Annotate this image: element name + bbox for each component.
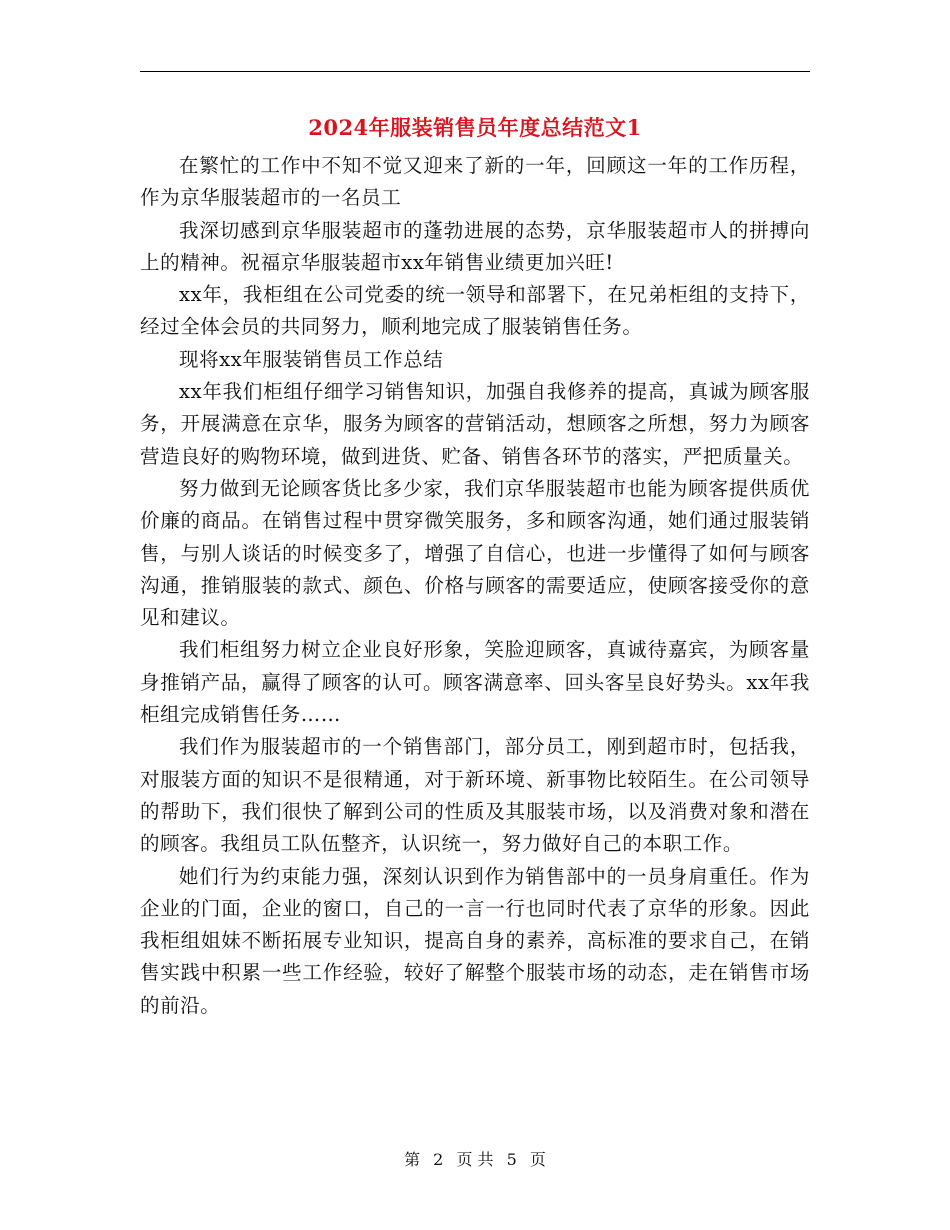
- paragraph: 现将xx年服装销售员工作总结: [179, 347, 444, 371]
- header-rule: [140, 71, 810, 72]
- footer-page-number: 2: [433, 1150, 444, 1169]
- paragraph: 我们作为服装超市的一个销售部门，部分员工，刚到超市时，包括我，对服装方面的知识不是很精通，对于新环境、新事物比较陌生。在公司领导的帮助下，我们很快了解到公司的性质及其服装市场，以及消费对象和潜在的顾客。我组员工队伍整齐，认识统一，努力做好自己的本职工作。: [140, 735, 810, 856]
- document-title: 2024年服装销售员年度总结范文1: [308, 115, 642, 140]
- paragraph: 努力做到无论顾客货比多少家，我们京华服装超市也能为顾客提供质优价廉的商品。在销售过程中贯穿微笑服务，多和顾客沟通，她们通过服装销售，与别人谈话的时候变多了，增强了自信心，也进一步懂得了如何与顾客沟通，推销服装的款式、颜色、价格与顾客的需要适应，使顾客接受你的意见和建议。: [140, 476, 810, 630]
- paragraph: 我们柜组努力树立企业良好形象，笑脸迎顾客，真诚待嘉宾，为顾客量身推销产品，赢得了顾客的认可。顾客满意率、回头客呈良好势头。xx年我柜组完成销售任务……: [140, 638, 810, 727]
- page-footer: [0, 1148, 950, 1172]
- paragraph: 她们行为约束能力强，深刻认识到作为销售部中的一员身肩重任。作为企业的门面，企业的窗口，自己的一言一行也同时代表了京华的形象。因此我柜组姐妹不断拓展专业知识，提高自身的素养，高标准的要求自己，在销售实践中积累一些工作经验，较好了解整个服装市场的动态，走在销售市场的前沿。: [140, 864, 810, 1017]
- paragraph: xx年，我柜组在公司党委的统一领导和部署下，在兄弟柜组的支持下，经过全体会员的共同努力，顺利地完成了服装销售任务。: [140, 283, 810, 339]
- paragraph: 在繁忙的工作中不知不觉又迎来了新的一年，回顾这一年的工作历程，作为京华服装超市的一名员工: [140, 154, 810, 210]
- paragraph: xx年我们柜组仔细学习销售知识，加强自我修养的提高，真诚为顾客服务，开展满意在京华，服务为顾客的营销活动，想顾客之所想，努力为顾客营造良好的购物环境，做到进货、贮备、销售各环节的落实，严把质量关。: [140, 380, 810, 468]
- footer-middle: 页 共: [456, 1150, 494, 1169]
- footer-total-pages: 5: [506, 1150, 517, 1169]
- footer-suffix: 页: [529, 1150, 546, 1169]
- paragraph: 我深切感到京华服装超市的蓬勃进展的态势，京华服装超市人的拼搏向上的精神。祝福京华服装超市xx年销售业绩更加兴旺!: [140, 218, 810, 274]
- document-body: [140, 150, 810, 1022]
- footer-prefix: 第: [404, 1150, 421, 1169]
